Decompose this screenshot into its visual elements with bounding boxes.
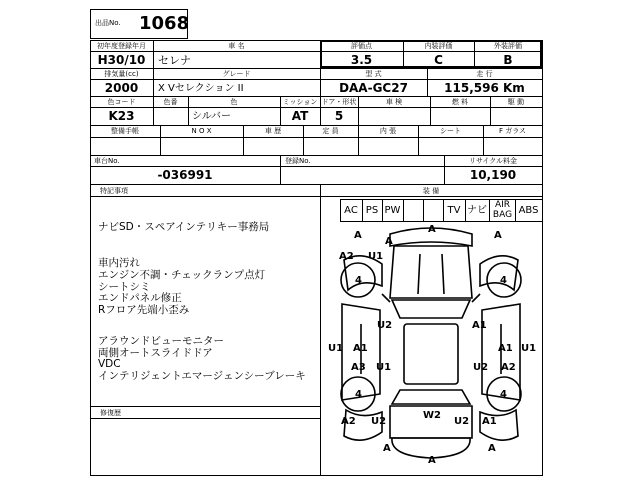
option-airbag: AIR BAG xyxy=(492,200,513,220)
damage-mark: A xyxy=(428,224,436,235)
chassis-value: -036991 xyxy=(157,168,213,182)
maintenance-book-label: 整備手帳 xyxy=(111,127,139,135)
note-line: シートシミ xyxy=(98,281,151,293)
option-ps: PS xyxy=(365,205,379,216)
damage-mark: A3 xyxy=(351,362,366,373)
car-name-label: 車 名 xyxy=(228,42,245,50)
damage-mark: 4 xyxy=(355,389,362,400)
first-reg-value: H30/10 xyxy=(97,53,146,67)
grade-label: グレード xyxy=(222,70,251,78)
note-line: アラウンドビューモニター xyxy=(98,335,224,347)
interior-label: 内装評価 xyxy=(424,42,453,50)
damage-mark: U1 xyxy=(521,343,537,354)
damage-mark: A xyxy=(488,443,496,454)
damage-mark: U2 xyxy=(377,320,393,331)
note-line: 車内汚れ xyxy=(98,257,140,269)
displacement-label: 排気量(cc) xyxy=(104,70,139,78)
interior-value: C xyxy=(434,53,443,67)
equipment-label: 装 備 xyxy=(422,187,440,195)
damage-mark: W2 xyxy=(423,410,441,421)
damage-mark: A2 xyxy=(501,362,516,373)
damage-mark: 4 xyxy=(500,389,507,400)
option-ac: AC xyxy=(344,205,358,216)
damage-mark: A2 xyxy=(341,416,356,427)
option-pw: PW xyxy=(384,205,401,216)
capacity-label: 定 員 xyxy=(322,127,339,135)
damage-mark: A1 xyxy=(472,320,487,331)
registration-label: 登録No. xyxy=(285,157,311,165)
score-label: 評価点 xyxy=(351,42,372,50)
score-value: 3.5 xyxy=(350,53,373,67)
color-no-label: 色番 xyxy=(163,98,178,106)
damage-mark: U1 xyxy=(376,362,392,373)
model-label: 型 式 xyxy=(365,70,382,78)
damage-mark: A1 xyxy=(482,416,497,427)
option-navi: ナビ xyxy=(467,205,487,216)
nox-label: N O X xyxy=(191,127,212,135)
doors-value: 5 xyxy=(334,109,344,123)
damage-mark: A2 xyxy=(339,251,354,262)
mileage-label: 走 行 xyxy=(476,70,493,78)
front-glass-label: F ガラス xyxy=(498,127,527,135)
lot-number-label: 出品No. xyxy=(95,19,121,27)
damage-mark: U1 xyxy=(368,251,384,262)
color-value: シルバー xyxy=(192,111,232,122)
note-line: エンドパネル修正 xyxy=(98,292,182,304)
damage-mark: U2 xyxy=(454,416,470,427)
grade-value: X Vセレクション II xyxy=(158,83,244,94)
damage-mark: A xyxy=(428,455,436,466)
damage-mark: 4 xyxy=(500,275,507,286)
damage-mark: U1 xyxy=(328,343,344,354)
lot-number: 1068 xyxy=(139,13,190,34)
exterior-label: 外装評価 xyxy=(494,42,522,50)
fuel-label: 燃 料 xyxy=(451,98,469,106)
chassis-label: 車台No. xyxy=(94,157,120,165)
displacement-value: 2000 xyxy=(104,81,139,95)
color-code-label: 色コード xyxy=(107,98,136,106)
car-name-value: セレナ xyxy=(158,54,191,67)
special-notes-label: 特記事項 xyxy=(100,187,128,195)
damage-mark: A1 xyxy=(498,343,513,354)
damage-mark: A xyxy=(354,230,362,241)
damage-mark: U2 xyxy=(371,416,387,427)
recycle-value: 10,190 xyxy=(469,168,517,182)
lining-label: 内 張 xyxy=(379,127,397,135)
note-line: ナビSD・スペアインテリキー事務局 xyxy=(98,221,270,233)
option-tv: TV xyxy=(447,205,461,216)
mileage-value: 115,596 Km xyxy=(444,81,525,95)
repair-history-label: 修復歴 xyxy=(100,409,121,417)
drive-label: 駆 動 xyxy=(507,98,525,106)
doors-label: ドア・形状 xyxy=(321,98,357,106)
recycle-label: リサイクル料金 xyxy=(468,157,518,165)
seat-label: シート xyxy=(440,127,461,135)
damage-mark: A1 xyxy=(353,343,368,354)
color-code-value: K23 xyxy=(108,109,135,123)
color-label: 色 xyxy=(230,98,238,106)
mission-value: AT xyxy=(291,109,309,123)
damage-mark: 4 xyxy=(355,275,362,286)
damage-mark: U2 xyxy=(473,362,489,373)
note-line: インテリジェントエマージェンシーブレーキ xyxy=(98,370,306,382)
damage-mark: A xyxy=(385,236,393,247)
mission-label: ミッション xyxy=(282,98,318,106)
note-line: Rフロア先端小歪み xyxy=(98,304,190,316)
model-value: DAA-GC27 xyxy=(339,81,408,95)
exterior-value: B xyxy=(503,53,513,67)
option-abs: ABS xyxy=(518,205,539,216)
history-label: 車 歴 xyxy=(264,127,282,135)
inspection-label: 車 検 xyxy=(385,98,403,106)
lot-number-box xyxy=(90,9,188,39)
note-line: エンジン不調・チェックランプ点灯 xyxy=(98,269,266,281)
damage-mark: A xyxy=(383,443,391,454)
note-line: 両側オートスライドドア xyxy=(98,347,213,359)
first-reg-label: 初年度登録年月 xyxy=(97,42,146,50)
damage-mark: A xyxy=(494,230,502,241)
note-line: VDC xyxy=(98,358,121,370)
